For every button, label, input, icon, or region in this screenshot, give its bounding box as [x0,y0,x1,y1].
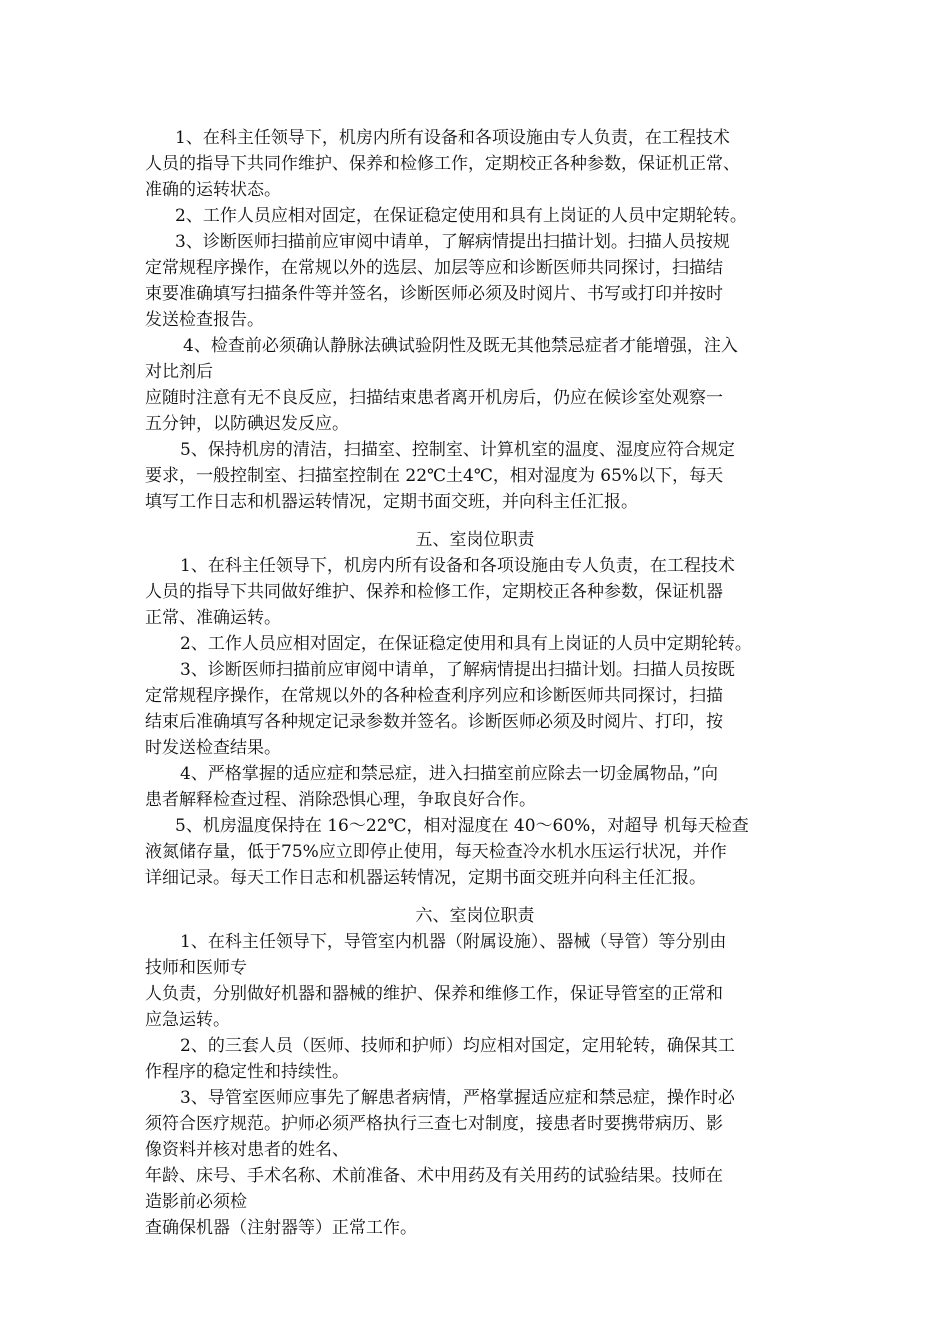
paragraph-line: 像资料并核对患者的姓名、 [145,1140,349,1160]
paragraph-line: 应急运转。 [145,1010,230,1030]
paragraph-line: 4、严格掌握的适应症和禁忌症，进入扫描室前应除去一切金属物品，”向 [180,764,719,784]
paragraph-line: 填写工作日志和机器运转情况，定期书面交班，并向科主任汇报。 [145,492,638,512]
paragraph-line: 对比剂后 [145,362,213,382]
paragraph-line: 结束后准确填写各种规定记录参数并签名。诊断医师必须及时阅片、打印，按 [145,712,723,732]
section-title: 六、室岗位职责 [415,906,535,926]
section-title: 五、室岗位职责 [415,530,535,550]
paragraph-line: 1、在科主任领导下，机房内所有设备和各项设施由专人负责，在工程技术 [180,556,735,576]
paragraph-line: 3、诊断医师扫描前应审阅中请单，了解病情提出扫描计划。扫描人员按既 [180,660,735,680]
paragraph-line: 应随时注意有无不良反应，扫描结束患者离开机房后，仍应在候诊室处观察一 [145,388,723,408]
paragraph-line: 人负责，分别做好机器和器械的维护、保养和维修工作，保证导管室的正常和 [145,984,723,1004]
paragraph-line: 2、的三套人员（医师、技师和护师）均应相对国定，定用轮转，确保其工 [180,1036,735,1056]
paragraph-line: 准确的运转状态。 [145,180,281,200]
paragraph-line: 3、诊断医师扫描前应审阅中请单，了解病情提出扫描计划。扫描人员按规 [175,232,730,252]
paragraph-line: 5、保持机房的清洁，扫描室、控制室、计算机室的温度、湿度应符合规定 [180,440,735,460]
paragraph-line: 查确保机器（注射器等）正常工作。 [145,1218,417,1238]
paragraph-line: 详细记录。每天工作日志和机器运转情况，定期书面交班并向科主任汇报。 [145,868,706,888]
paragraph-line: 液氮储存量，低于75%应立即停止使用，每天检查冷水机水压运行状况，并作 [145,842,727,862]
paragraph-line: 2、工作人员应相对固定，在保证稳定使用和具有上岗证的人员中定期轮转。 [175,206,747,226]
paragraph-line: 1、在科主任领导下，导管室内机器（附属设施）、器械（导管）等分别由 [180,932,727,952]
paragraph-line: 3、导管室医师应事先了解患者病情，严格掌握适应症和禁忌症，操作时必 [180,1088,735,1108]
paragraph-line: 发送检查报告。 [145,310,264,330]
paragraph-line: 技师和医师专 [145,958,247,978]
paragraph-line: 人员的指导下共同作维护、保养和检修工作，定期校正各种参数，保证机正常、 [145,154,740,174]
paragraph-line: 定常规程序操作，在常规以外的各种检查利序列应和诊断医师共同探讨，扫描 [145,686,723,706]
paragraph-line: 5、机房温度保持在 16～22℃，相对湿度在 40～60%，对超导 机每天检查 [175,816,749,836]
paragraph-line: 造影前必须检 [145,1192,247,1212]
paragraph-line: 年龄、床号、手术名称、术前准备、术中用药及有关用药的试验结果。技师在 [145,1166,723,1186]
paragraph-line: 定常规程序操作，在常规以外的选层、加层等应和诊断医师共同探讨，扫描结 [145,258,723,278]
paragraph-line: 2、工作人员应相对固定，在保证稳定使用和具有上岗证的人员中定期轮转。 [180,634,752,654]
paragraph-line: 束要准确填写扫描条件等并签名，诊断医师必须及时阅片、书写或打印并按时 [145,284,723,304]
paragraph-line: 1、在科主任领导下，机房内所有设备和各项设施由专人负责，在工程技术 [175,128,730,148]
paragraph-line: 作程序的稳定性和持续性。 [145,1062,349,1082]
paragraph-line: 4、检查前必须确认静脉法碘试验阴性及既无其他禁忌症者才能增强，注入 [183,336,738,356]
paragraph-line: 时发送检查结果。 [145,738,281,758]
paragraph-line: 须符合医疗规范。护师必须严格执行三查七对制度，接患者时要携带病历、影 [145,1114,723,1134]
paragraph-line: 人员的指导下共同做好维护、保养和检修工作，定期校正各种参数，保证机器 [145,582,723,602]
paragraph-line: 正常、准确运转。 [145,608,281,628]
paragraph-line: 要求，一般控制室、扫描室控制在 22℃土4℃，相对湿度为 65%以下，每天 [145,466,724,486]
paragraph-line: 患者解释检查过程、消除恐惧心理，争取良好合作。 [145,790,536,810]
paragraph-line: 五分钟，以防碘迟发反应。 [145,414,349,434]
